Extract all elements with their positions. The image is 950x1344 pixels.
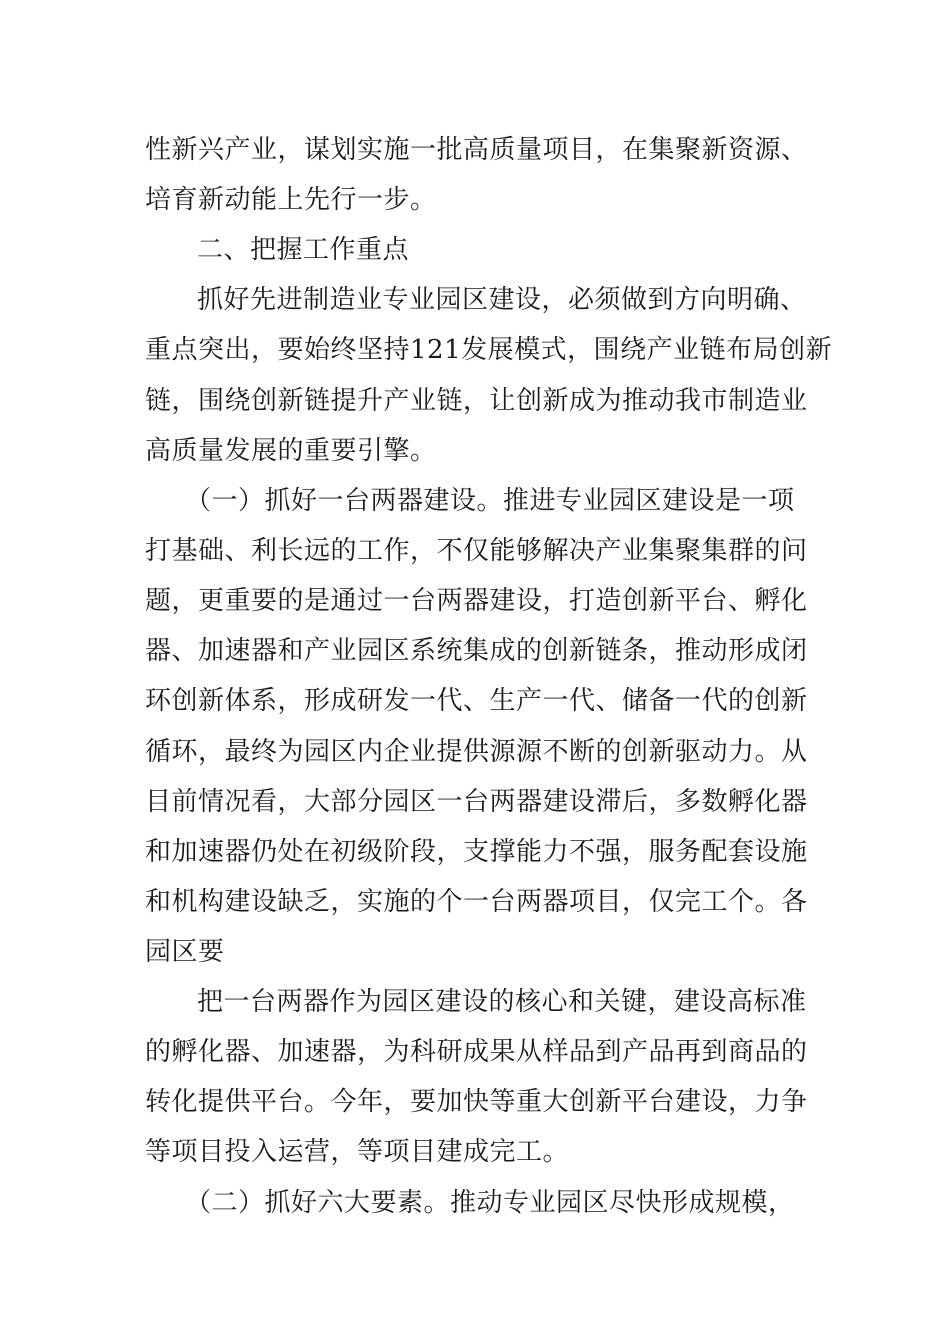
text-line: 链，围绕创新链提升产业链，让创新成为推动我市制造业 [145, 386, 808, 416]
section-heading: 二、把握工作重点 [197, 235, 410, 265]
text-line: 等项目投入运营，等项目建成完工。 [145, 1137, 570, 1167]
text-line: 和机构建设缺乏，实施的个一台两器项目，仅完工个。各 [145, 887, 808, 917]
text-line: 打基础、利长远的工作，不仅能够解决产业集聚集群的问 [145, 536, 808, 566]
text-line: 题，更重要的是通过一台两器建设，打造创新平台、孵化 [145, 586, 808, 616]
text-line: 高质量发展的重要引擎。 [145, 436, 437, 466]
text-line: 培育新动能上先行一步。 [145, 185, 437, 215]
text-line: 循环，最终为园区内企业提供源源不断的创新驱动力。从 [145, 737, 808, 767]
text-line: 器、加速器和产业园区系统集成的创新链条，推动形成闭 [145, 636, 808, 666]
text-line: （二）抓好六大要素。推动专业园区尽快形成规模， [185, 1188, 795, 1218]
text-line: 园区要 [145, 937, 225, 967]
text-line: 环创新体系，形成研发一代、生产一代、储备一代的创新 [145, 686, 808, 716]
text-line: （一）抓好一台两器建设。推进专业园区建设是一项 [185, 486, 795, 516]
text-line: 把一台两器作为园区建设的核心和关键，建设高标准 [197, 987, 807, 1017]
text-line: 和加速器仍处在初级阶段，支撑能力不强，服务配套设施 [145, 837, 808, 867]
text-line: 抓好先进制造业专业园区建设，必须做到方向明确、 [197, 285, 807, 315]
text-line: 性新兴产业，谋划实施一批高质量项目，在集聚新资源、 [145, 135, 808, 165]
text-line: 目前情况看，大部分园区一台两器建设滞后，多数孵化器 [145, 787, 808, 817]
text-line: 重点突出，要始终坚持121发展模式，围绕产业链布局创新 [145, 335, 833, 365]
text-line: 的孵化器、加速器，为科研成果从样品到产品再到商品的 [145, 1037, 808, 1067]
text-line: 转化提供平台。今年，要加快等重大创新平台建设，力争 [145, 1087, 808, 1117]
